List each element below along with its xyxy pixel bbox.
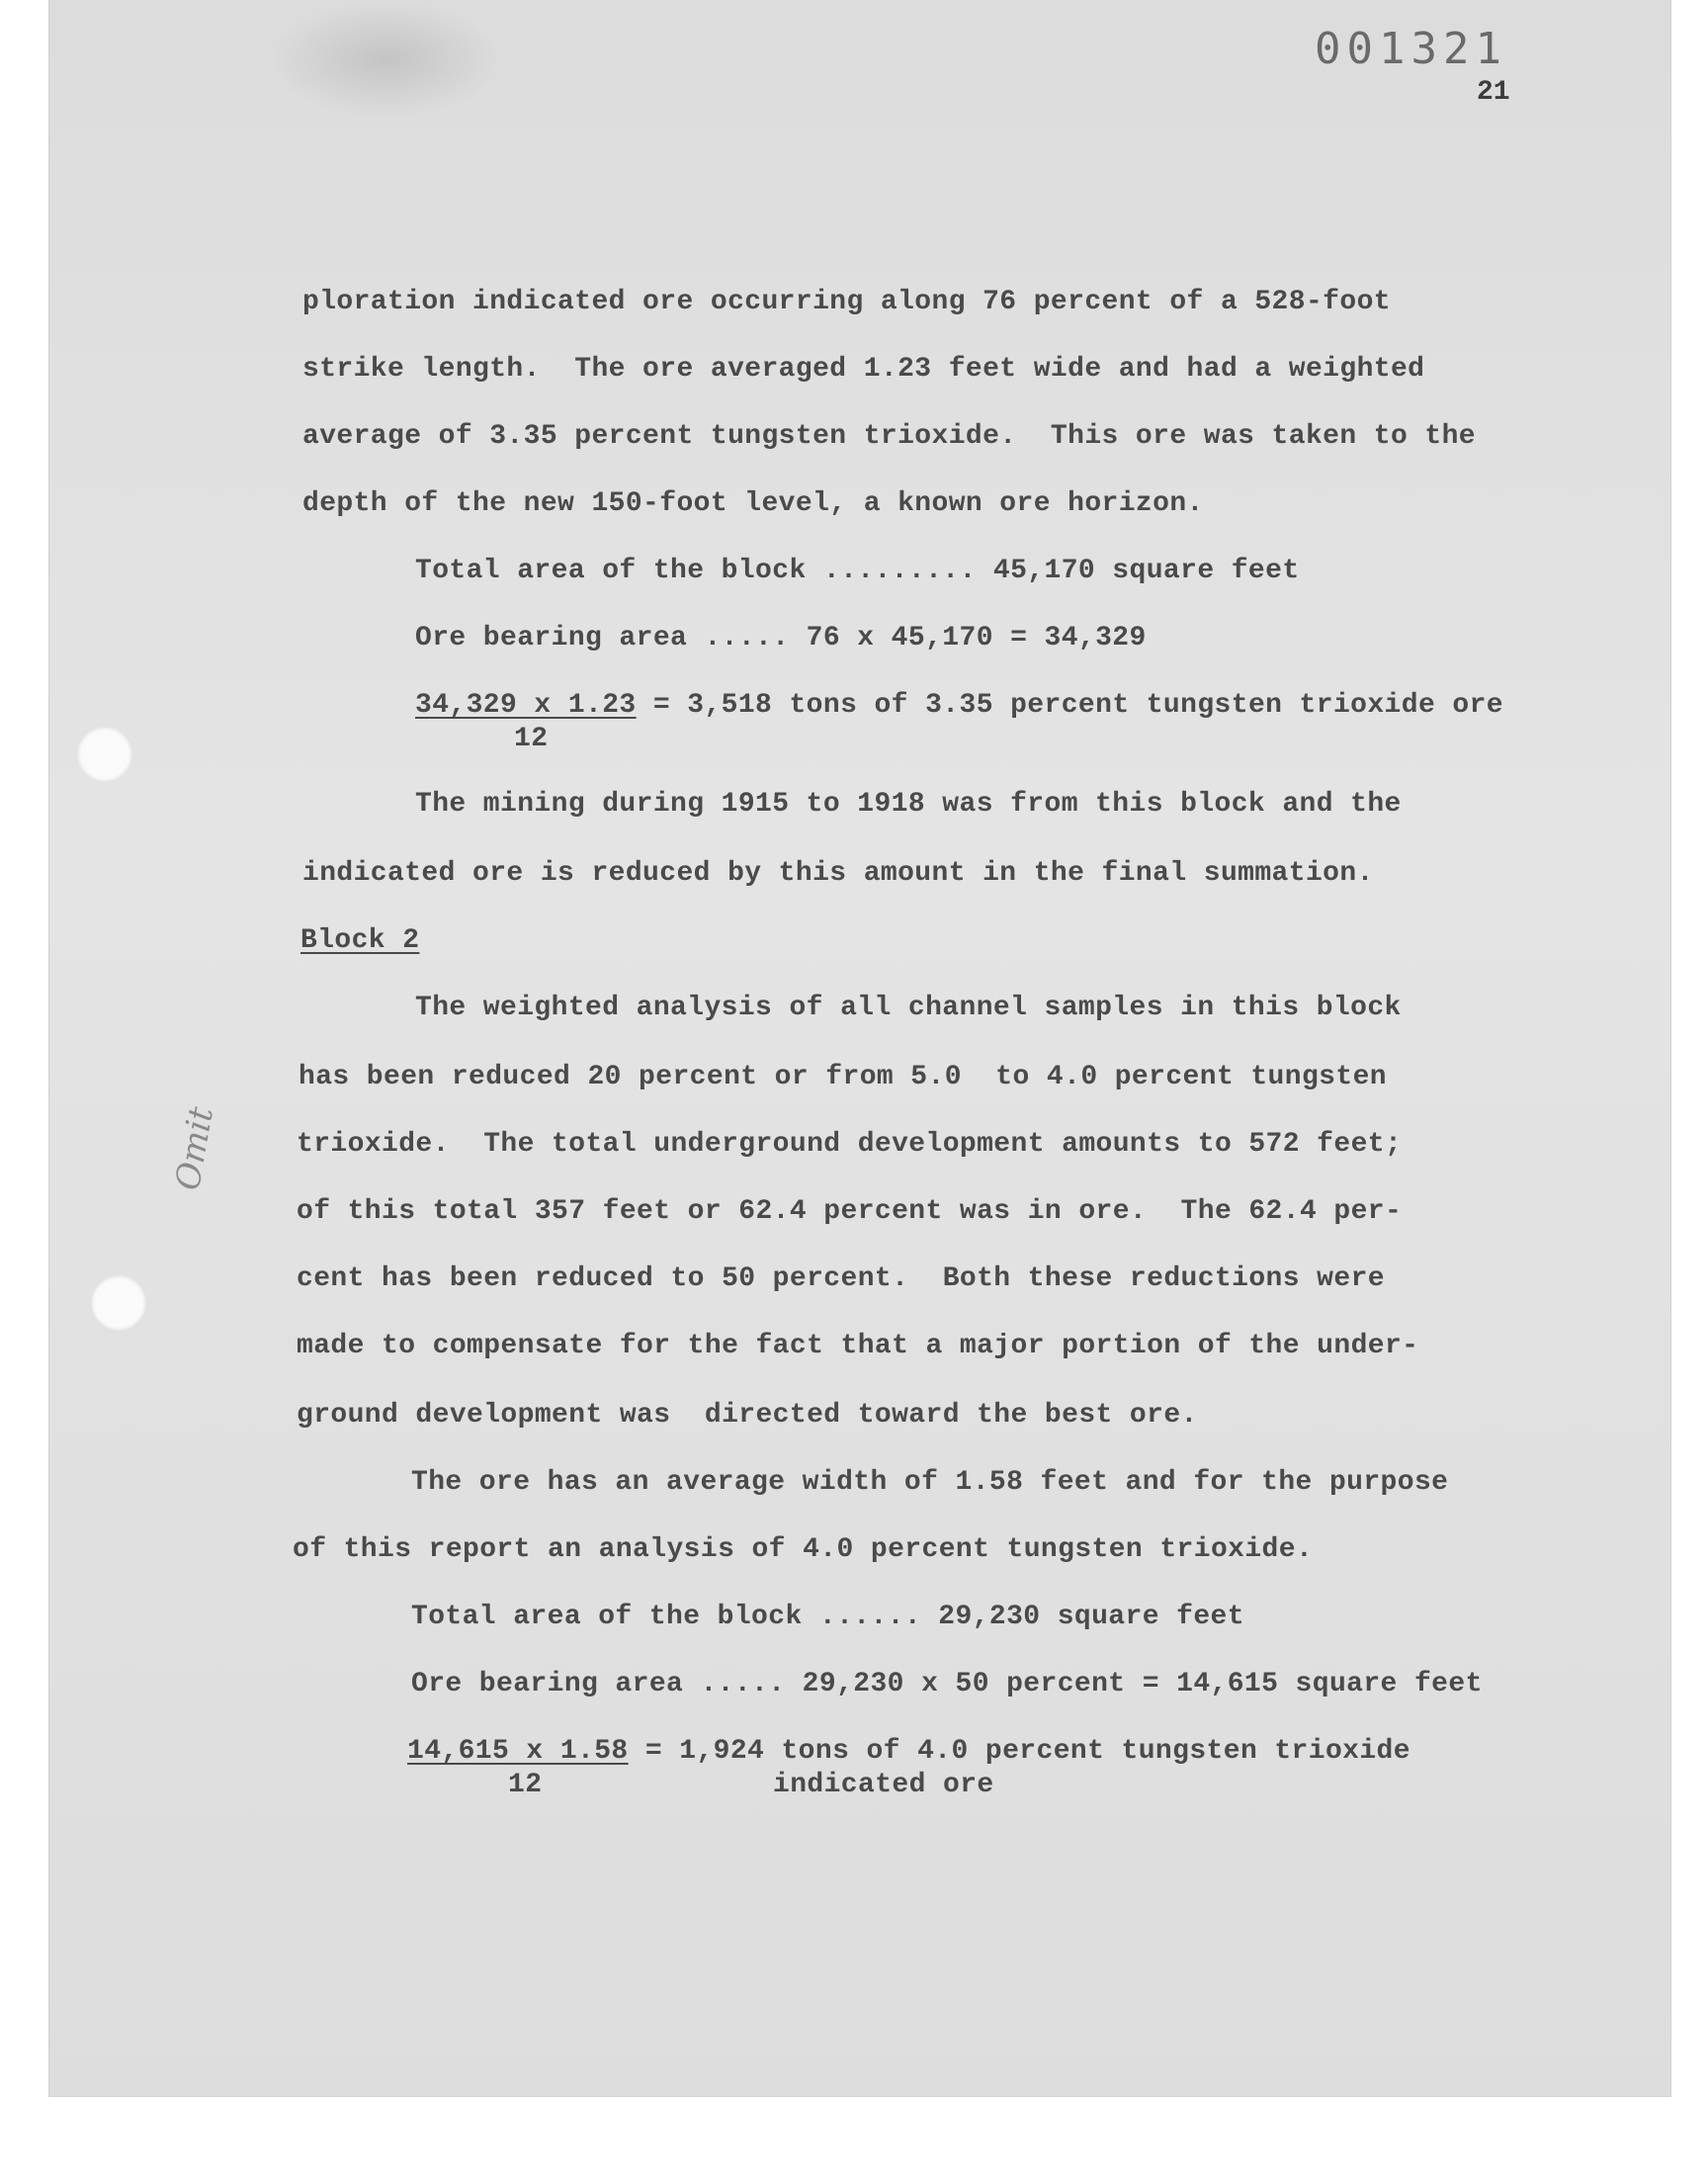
paragraph-line: The weighted analysis of all channel samples in this block [415,993,1402,1023]
paragraph-line: has been reduced 20 percent or from 5.0 to 4.0 percent tungsten [299,1062,1387,1092]
paragraph-line: depth of the new 150-foot level, a known ore horizon. [302,488,1204,519]
handwritten-margin-note: Omit [168,1103,222,1193]
paragraph-line: average of 3.35 percent tungsten trioxide. This ore was taken to the [302,421,1476,452]
paragraph-line: of this total 357 feet or 62.4 percent was in ore. The 62.4 per- [297,1196,1403,1227]
section-heading: Block 2 [300,925,420,956]
paragraph-line: The ore has an average width of 1.58 feet and for the purpose [411,1467,1449,1498]
block1-ore-area: Ore bearing area ..... 76 x 45,170 = 34,329 [415,623,1147,653]
paragraph-line: cent has been reduced to 50 percent. Both these reductions were [297,1263,1385,1294]
paragraph-line: The mining during 1915 to 1918 was from this block and the [415,789,1402,820]
calculation-result-continued: indicated ore [773,1770,994,1800]
paragraph-line: made to compensate for the fact that a major portion of the under- [297,1331,1419,1361]
paragraph-line: ground development was directed toward the best ore. [297,1400,1198,1431]
block1-total-area: Total area of the block ......... 45,170 square feet [415,556,1300,586]
page-number: 21 [1477,77,1510,108]
calculation-result: = 3,518 tons of 3.35 percent tungsten trioxide ore [636,690,1503,721]
fraction-denominator: 12 [514,724,549,754]
calculation-result: = 1,924 tons of 4.0 percent tungsten trioxide [628,1736,1410,1767]
paragraph-line: indicated ore is reduced by this amount in the final summation. [302,858,1374,889]
block2-ore-area: Ore bearing area ..... 29,230 x 50 percent = 14,615 square feet [411,1669,1483,1699]
block2-total-area: Total area of the block ...... 29,230 square feet [411,1602,1244,1632]
smudge-mark [267,0,504,119]
fraction-numerator: 34,329 x 1.23 [415,690,637,721]
paragraph-line: trioxide. The total underground development amounts to 572 feet; [297,1129,1403,1160]
fraction-numerator: 14,615 x 1.58 [407,1736,629,1767]
paragraph-line: strike length. The ore averaged 1.23 feet wide and had a weighted [302,354,1425,385]
punch-hole-bottom [91,1275,146,1331]
fraction-denominator: 12 [508,1770,543,1800]
paragraph-line: ploration indicated ore occurring along 76 percent of a 528-foot [302,287,1391,317]
block1-calculation [415,690,1503,721]
punch-hole-top [77,727,132,782]
document-stamp-number: 001321 [1315,24,1507,74]
block2-calculation [407,1736,1410,1767]
paragraph-line: of this report an analysis of 4.0 percent tungsten trioxide. [293,1534,1314,1565]
